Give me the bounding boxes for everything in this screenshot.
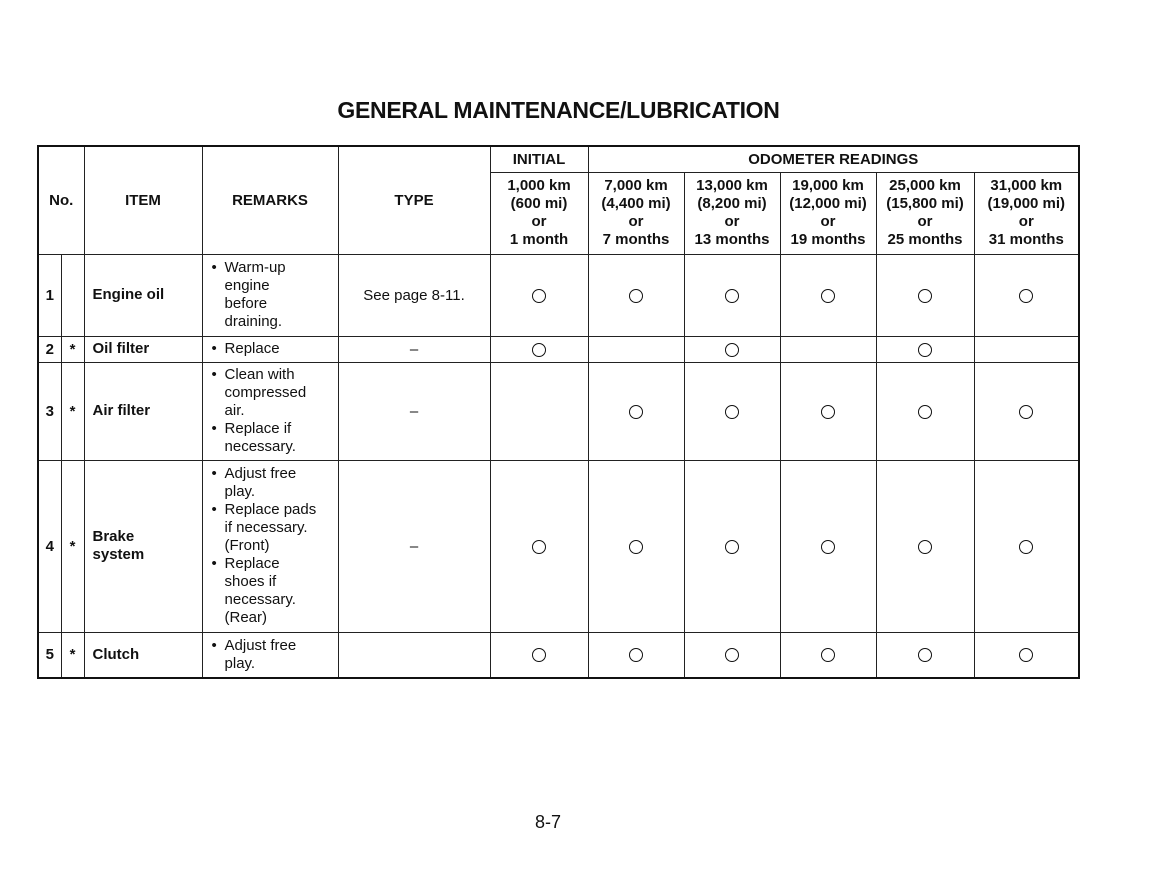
interval-header-1 xyxy=(490,172,588,254)
item-name: Clutch xyxy=(84,632,202,678)
interval-mark-cell xyxy=(876,336,974,362)
service-circle-icon xyxy=(1019,289,1033,303)
interval-header-5 xyxy=(876,172,974,254)
interval-mark-cell xyxy=(974,460,1079,632)
remark-item: • Adjust free play. xyxy=(209,465,321,501)
service-circle-icon xyxy=(725,648,739,662)
interval-months: 19 months xyxy=(790,231,866,248)
interval-mark-cell xyxy=(876,632,974,678)
item-name: Brake system xyxy=(84,460,202,632)
service-circle-icon xyxy=(629,289,643,303)
dealer-service-marker: * xyxy=(61,336,84,362)
header-row-top xyxy=(38,146,1079,172)
row-number: 1 xyxy=(38,254,61,336)
interval-mark-cell xyxy=(780,632,876,678)
interval-mi: (19,000 mi) xyxy=(987,195,1066,212)
interval-km: 31,000 km xyxy=(990,177,1063,194)
table-row xyxy=(38,460,1079,632)
interval-mark-cell xyxy=(684,632,780,678)
remark-item: • Replace xyxy=(209,340,299,358)
service-circle-icon xyxy=(1019,405,1033,419)
item-name: Air filter xyxy=(84,362,202,460)
interval-km: 13,000 km xyxy=(696,177,768,194)
interval-mark-cell xyxy=(876,254,974,336)
interval-mark-cell xyxy=(974,254,1079,336)
service-circle-icon xyxy=(1019,648,1033,662)
remarks-cell xyxy=(202,362,338,460)
interval-mi: (15,800 mi) xyxy=(886,195,964,212)
row-number: 3 xyxy=(38,362,61,460)
service-circle-icon xyxy=(725,540,739,554)
service-circle-icon xyxy=(821,405,835,419)
interval-mark-cell xyxy=(490,362,588,460)
interval-mark-cell xyxy=(684,254,780,336)
item-name: Oil filter xyxy=(84,336,202,362)
interval-mark-cell xyxy=(974,632,1079,678)
interval-mark-cell xyxy=(588,460,684,632)
remarks-cell xyxy=(202,460,338,632)
interval-mark-cell xyxy=(588,362,684,460)
remarks-cell xyxy=(202,632,338,678)
interval-months: 31 months xyxy=(988,231,1064,248)
service-circle-icon xyxy=(629,648,643,662)
service-circle-icon xyxy=(532,648,546,662)
remark-item: • Replace if necessary. xyxy=(209,420,299,456)
service-circle-icon xyxy=(725,343,739,357)
header-remarks: REMARKS xyxy=(202,146,338,254)
interval-mark-cell xyxy=(876,460,974,632)
header-no: No. xyxy=(38,146,84,254)
interval-mark-cell xyxy=(684,460,780,632)
type-cell xyxy=(338,632,490,678)
service-circle-icon xyxy=(918,540,932,554)
interval-mark-cell xyxy=(876,362,974,460)
service-circle-icon xyxy=(725,289,739,303)
service-circle-icon xyxy=(1019,540,1033,554)
type-cell: See page 8-11. xyxy=(338,254,490,336)
remark-item: • Clean with compressed air. xyxy=(209,366,299,420)
interval-or: or xyxy=(917,213,933,230)
interval-header-2 xyxy=(588,172,684,254)
page-number: 8-7 xyxy=(535,812,562,832)
header-item: ITEM xyxy=(84,146,202,254)
maintenance-table xyxy=(37,145,1080,679)
interval-km: 25,000 km xyxy=(889,177,961,194)
interval-months: 1 month xyxy=(509,231,569,248)
interval-months: 7 months xyxy=(602,231,670,248)
service-circle-icon xyxy=(918,648,932,662)
row-number: 5 xyxy=(38,632,61,678)
interval-header-3 xyxy=(684,172,780,254)
interval-mark-cell xyxy=(490,254,588,336)
interval-header-6 xyxy=(974,172,1079,254)
table-row xyxy=(38,254,1079,336)
service-circle-icon xyxy=(918,405,932,419)
remark-item: • Replace pads if necessary. (Front) xyxy=(209,501,321,555)
dealer-service-marker: * xyxy=(61,632,84,678)
interval-km: 19,000 km xyxy=(792,177,864,194)
interval-mi: (12,000 mi) xyxy=(789,195,867,212)
interval-mark-cell xyxy=(780,460,876,632)
interval-or: or xyxy=(724,213,740,230)
interval-mark-cell xyxy=(780,362,876,460)
service-circle-icon xyxy=(725,405,739,419)
interval-km: 7,000 km xyxy=(604,177,668,194)
interval-mark-cell xyxy=(684,362,780,460)
service-circle-icon xyxy=(918,289,932,303)
service-circle-icon xyxy=(532,540,546,554)
header-odometer-readings: ODOMETER READINGS xyxy=(588,146,1079,172)
interval-mark-cell xyxy=(974,336,1079,362)
remark-item: • Warm-up engine before draining. xyxy=(209,259,299,331)
service-circle-icon xyxy=(532,289,546,303)
remarks-cell xyxy=(202,254,338,336)
interval-mi: (600 mi) xyxy=(510,195,568,212)
dealer-service-marker: * xyxy=(61,362,84,460)
interval-header-4 xyxy=(780,172,876,254)
page-title: GENERAL MAINTENANCE/LUBRICATION xyxy=(337,97,780,123)
interval-km: 1,000 km xyxy=(507,177,571,194)
interval-mi: (4,400 mi) xyxy=(601,195,671,212)
type-cell: – xyxy=(338,460,490,632)
interval-mark-cell xyxy=(780,254,876,336)
interval-months: 13 months xyxy=(694,231,770,248)
interval-mi: (8,200 mi) xyxy=(697,195,767,212)
interval-mark-cell xyxy=(974,362,1079,460)
remark-item: • Adjust free play. xyxy=(209,637,299,673)
interval-or: or xyxy=(628,213,644,230)
dealer-service-marker xyxy=(61,254,84,336)
interval-or: or xyxy=(531,213,547,230)
interval-mark-cell xyxy=(490,632,588,678)
header-type: TYPE xyxy=(338,146,490,254)
service-circle-icon xyxy=(629,540,643,554)
interval-mark-cell xyxy=(588,336,684,362)
remarks-cell xyxy=(202,336,338,362)
service-circle-icon xyxy=(918,343,932,357)
interval-or: or xyxy=(1018,213,1034,230)
remark-item: • Replace shoes if necessary. (Rear) xyxy=(209,555,321,627)
interval-or: or xyxy=(820,213,836,230)
interval-mark-cell xyxy=(588,254,684,336)
interval-mark-cell xyxy=(490,336,588,362)
table-row xyxy=(38,336,1079,362)
type-cell: – xyxy=(338,362,490,460)
service-circle-icon xyxy=(821,648,835,662)
table-row xyxy=(38,362,1079,460)
interval-months: 25 months xyxy=(887,231,963,248)
interval-mark-cell xyxy=(780,336,876,362)
row-number: 4 xyxy=(38,460,61,632)
table-row xyxy=(38,632,1079,678)
interval-mark-cell xyxy=(490,460,588,632)
dealer-service-marker: * xyxy=(61,460,84,632)
service-circle-icon xyxy=(821,289,835,303)
type-cell: – xyxy=(338,336,490,362)
service-circle-icon xyxy=(821,540,835,554)
row-number: 2 xyxy=(38,336,61,362)
interval-mark-cell xyxy=(588,632,684,678)
item-name: Engine oil xyxy=(84,254,202,336)
header-initial: INITIAL xyxy=(490,146,588,172)
interval-mark-cell xyxy=(684,336,780,362)
service-circle-icon xyxy=(532,343,546,357)
service-circle-icon xyxy=(629,405,643,419)
